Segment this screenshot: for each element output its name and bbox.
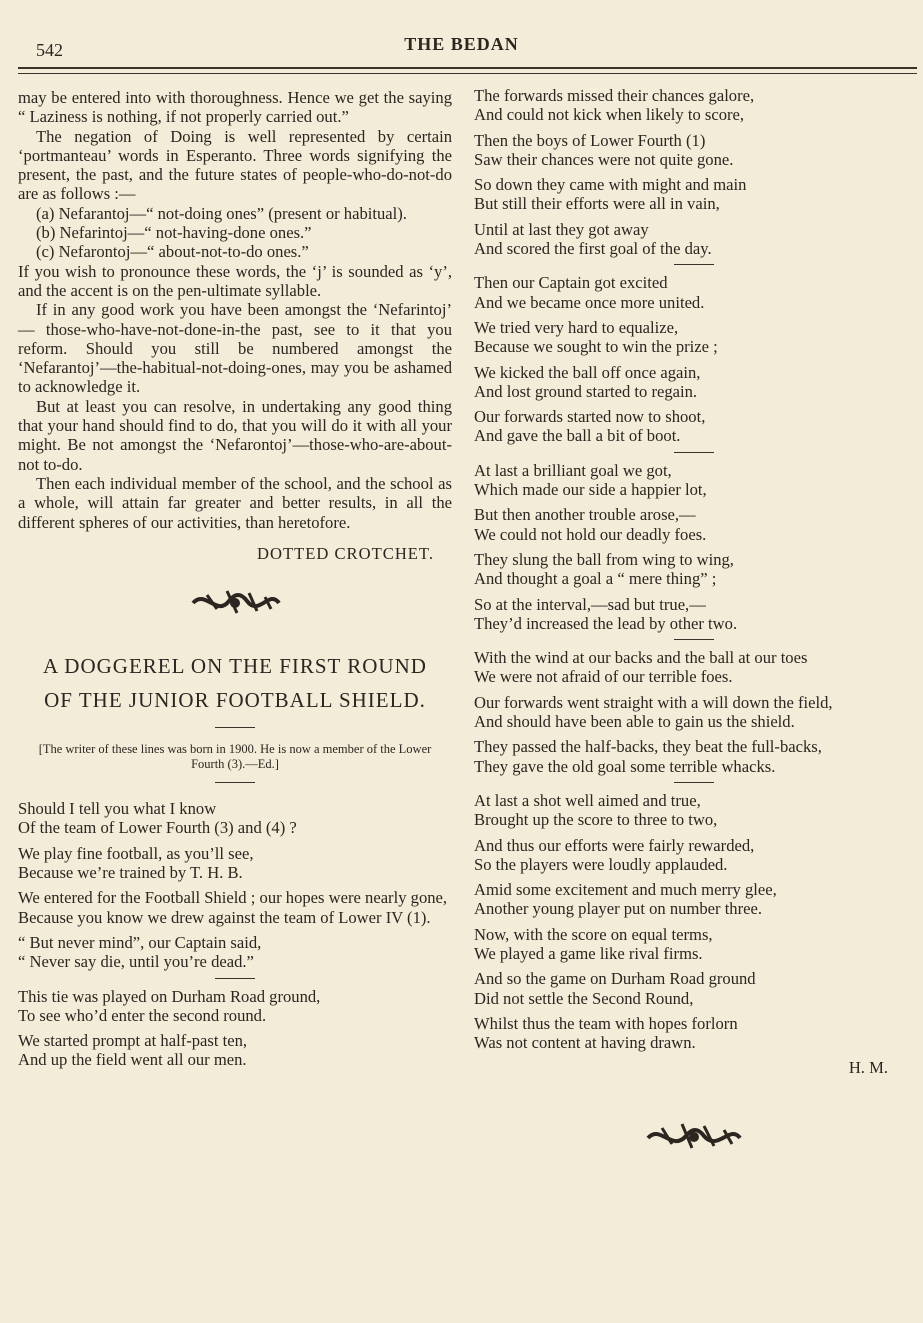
poem-line: Another young player put on number three. [474, 899, 763, 919]
divider [215, 978, 255, 979]
poem-line: At last a brilliant goal we got, [474, 460, 672, 480]
divider [674, 639, 714, 640]
paragraph: may be entered into with thoroughness. Hence we get the saying “ Laziness is nothing, if not properly carried out.” [18, 88, 452, 127]
header-rule [18, 67, 917, 74]
stanza [474, 969, 914, 1008]
stanza [474, 737, 914, 776]
paragraph: Then each individual member of the school, and the school as a whole, will attain far greater and better results, in all the different spheres of our activities, than heretofore. [18, 473, 452, 532]
poem-line: They gave the old goal some terrible whacks. [474, 756, 776, 776]
poem-line: And lost ground started to regain. [474, 381, 698, 401]
stanza [474, 273, 914, 312]
stanza [474, 791, 914, 830]
stanza [474, 505, 914, 544]
stanza [18, 844, 452, 883]
list-item: (a) Nefarantoj—“ not-doing ones” (present or habitual). [36, 203, 407, 223]
poem-line: At last a shot well aimed and true, [474, 790, 701, 810]
stanza [474, 407, 914, 446]
poem-line: Until at last they got away [474, 219, 649, 239]
poem-line: We kicked the ball off once again, [474, 362, 701, 382]
list-item: (c) Nefarontoj—“ about-not-to-do ones.” [36, 242, 309, 262]
poem-line: Saw their chances were not quite gone. [474, 149, 734, 169]
stanza [18, 888, 452, 927]
stanza [474, 363, 914, 402]
divider [674, 264, 714, 265]
poem-line: So at the interval,—sad but true,— [474, 594, 706, 614]
author-signature: H. M. [848, 1058, 888, 1078]
poem-line: Now, with the score on equal terms, [474, 924, 713, 944]
poem-line: Because we sought to win the prize ; [474, 337, 718, 357]
ornament-icon [644, 1116, 744, 1156]
stanza [474, 693, 914, 732]
poem-line: Our forwards started now to shoot, [474, 407, 706, 427]
stanza [474, 220, 914, 259]
poem-line: Did not settle the Second Round, [474, 988, 694, 1008]
stanza [474, 131, 914, 170]
poem-line: Which made our side a happier lot, [474, 480, 707, 500]
poem-title-line: OF THE JUNIOR FOOTBALL SHIELD. [44, 688, 426, 713]
poem-line: Amid some excitement and much merry glee, [474, 880, 777, 900]
paragraph: But at least you can resolve, in undertaking any good thing that your hand should find to do, that you will do it with all your might. Be not amongst the ‘Nefarontoj’—those-who-are-about-not to-do. [18, 396, 452, 474]
poem-title [18, 649, 452, 717]
poem-line: We were not afraid of our terrible foes. [474, 667, 733, 687]
stanza [474, 550, 914, 589]
stanza [474, 461, 914, 500]
poem-line: And gave the ball a bit of boot. [474, 426, 681, 446]
poem-line: Our forwards went straight with a will down the field, [474, 692, 833, 712]
stanza [18, 1031, 452, 1070]
poem-line: And so the game on Durham Road ground [474, 969, 756, 989]
poem-line: We entered for the Football Shield ; our hopes were nearly gone, [18, 888, 448, 908]
right-column [474, 86, 914, 1156]
poem-line: We play fine football, as you’ll see, [18, 843, 254, 863]
poem-line: We played a game like rival firms. [474, 943, 703, 963]
poem-line: Because we’re trained by T. H. B. [18, 863, 243, 883]
stanza [474, 86, 914, 125]
divider [215, 782, 255, 783]
poem-line: With the wind at our backs and the ball at our toes [474, 648, 808, 668]
poem-line: So down they came with might and main [474, 175, 747, 195]
poem-line: This tie was played on Durham Road ground, [18, 986, 321, 1006]
poem-line: Then our Captain got excited [474, 273, 668, 293]
stanza [18, 987, 452, 1026]
poem-line: “ Never say die, until you’re dead.” [18, 952, 254, 972]
stanza [474, 175, 914, 214]
stanza [474, 925, 914, 964]
poem-line: Should I tell you what I know [18, 799, 217, 819]
running-title: THE BEDAN [404, 34, 519, 54]
paragraph: If you wish to pronounce these words, the ‘j’ is sounded as ‘y’, and the accent is on the pen-ultimate syllable. [18, 261, 452, 300]
poem-line: They’d increased the lead by other two. [474, 613, 738, 633]
poem-title-line: A DOGGEREL ON THE FIRST ROUND [43, 654, 427, 679]
poem-line: We tried very hard to equalize, [474, 317, 679, 337]
stanza [474, 880, 914, 919]
paragraph: If in any good work you have been amongst the ‘Nefarintoj’ — those-who-have-not-done-in-the past, see to it that you reform. Should you still be numbered amongst the ‘Nefarantoj’—the-habitual-not-doing-ones, may you be ashamed to acknowledge it. [18, 300, 452, 397]
left-column [18, 88, 452, 1076]
stanza [474, 648, 914, 687]
author-signature: DOTTED CROTCHET. [256, 543, 434, 563]
stanza [18, 799, 452, 838]
paragraph: The negation of Doing is well represented by certain ‘portmanteau’ words in Esperanto. Three words signifying the present, the past, and the future states of people-who-do-not-do are as follows :— [18, 126, 452, 204]
poem-line: But then another trouble arose,— [474, 505, 696, 525]
poem-line: Whilst thus the team with hopes forlorn [474, 1013, 738, 1033]
divider [674, 452, 714, 453]
poem-line: And could not kick when likely to score, [474, 105, 745, 125]
poem-line: Of the team of Lower Fourth (3) and (4) ? [18, 818, 297, 838]
poem-line: And thought a goal a “ mere thing” ; [474, 569, 717, 589]
poem-line: Because you know we drew against the team of Lower IV (1). [18, 907, 431, 927]
page-number: 542 [36, 40, 63, 60]
stanza [474, 318, 914, 357]
poem-line: And scored the first goal of the day. [474, 239, 712, 259]
stanza [474, 1014, 914, 1053]
divider [674, 782, 714, 783]
poem-line: And we became once more united. [474, 292, 705, 312]
stanza [474, 836, 914, 875]
poem-line: Was not content at having drawn. [474, 1033, 696, 1053]
poem-line: So the players were loudly applauded. [474, 854, 728, 874]
poem-line: But still their efforts were all in vain, [474, 194, 720, 214]
editor-note: [The writer of these lines was born in 1900. He is now a member of the Lower Fourth (3).—Ed.] [38, 742, 432, 772]
stanza [474, 595, 914, 634]
poem-line: They passed the half-backs, they beat the full-backs, [474, 737, 822, 757]
poem-line: We could not hold our deadly foes. [474, 524, 707, 544]
poem-line: They slung the ball from wing to wing, [474, 549, 734, 569]
stanza [18, 933, 452, 972]
poem-line: To see who’d enter the second round. [18, 1005, 267, 1025]
ornament-icon [187, 583, 283, 623]
poem-line: “ But never mind”, our Captain said, [18, 932, 262, 952]
poem-line: We started prompt at half-past ten, [18, 1031, 248, 1051]
list-item: (b) Nefarintoj—“ not-having-done ones.” [36, 223, 312, 243]
divider [215, 727, 255, 728]
poem-line: And should have been able to gain us the shield. [474, 712, 795, 732]
poem-line: And thus our efforts were fairly rewarded, [474, 835, 755, 855]
poem-line: And up the field went all our men. [18, 1050, 247, 1070]
poem-line: Brought up the score to three to two, [474, 810, 718, 830]
poem-line: The forwards missed their chances galore, [474, 86, 755, 105]
poem-line: Then the boys of Lower Fourth (1) [474, 130, 706, 150]
